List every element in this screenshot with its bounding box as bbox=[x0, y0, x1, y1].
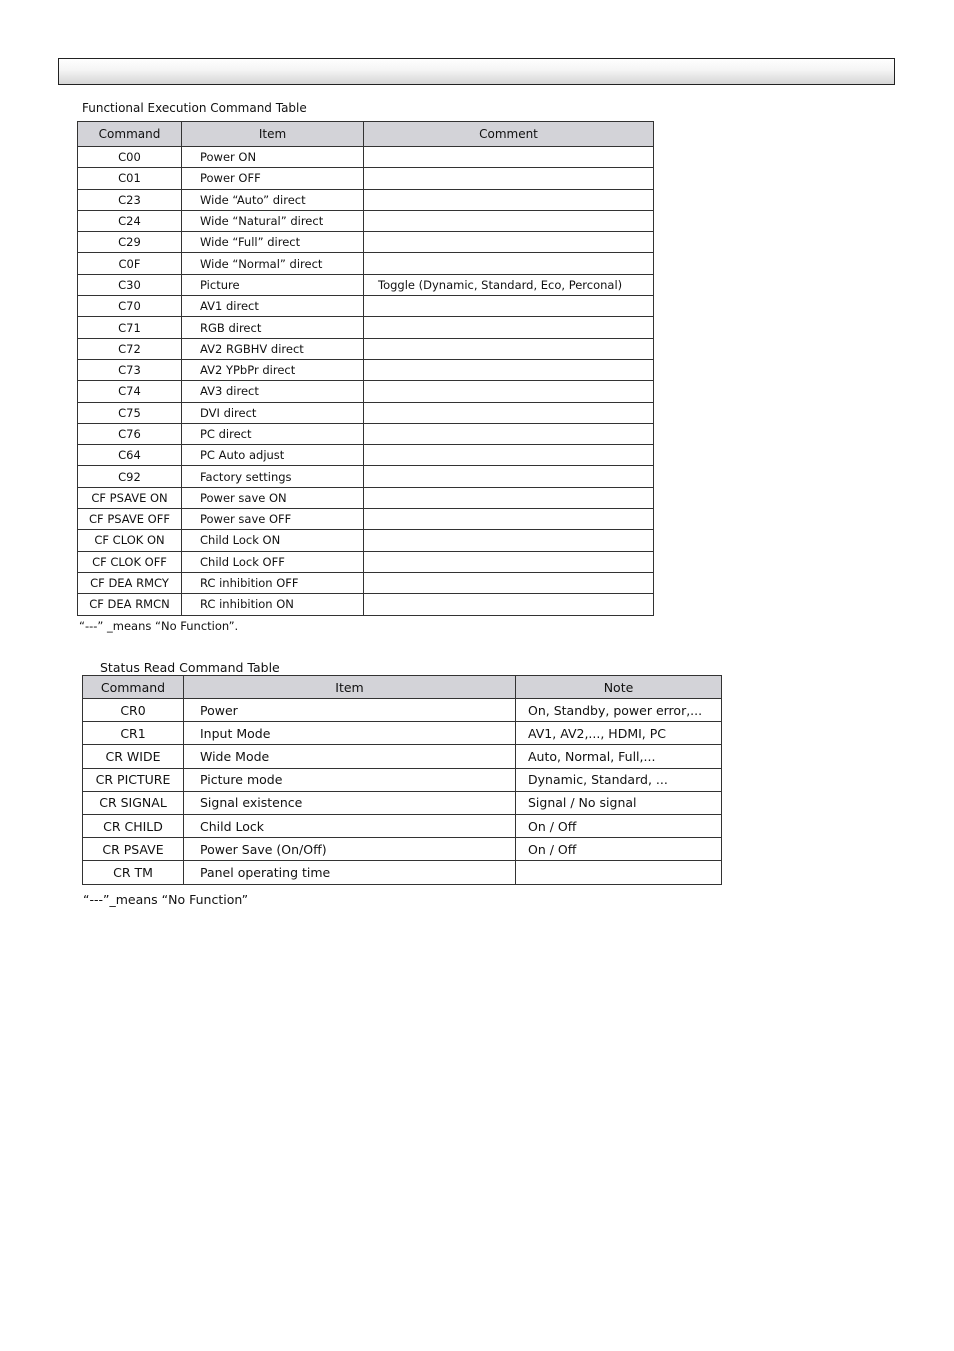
comment-cell bbox=[364, 232, 654, 253]
table-row bbox=[78, 359, 654, 380]
functional-table-footnote: “---” _means “No Function”. bbox=[79, 619, 239, 633]
item-cell: Panel operating time bbox=[184, 861, 516, 884]
table-row bbox=[83, 814, 722, 837]
table-row bbox=[78, 509, 654, 530]
comment-cell: Signal / No signal bbox=[516, 791, 722, 814]
item-cell: PC Auto adjust bbox=[182, 445, 364, 466]
comment-cell bbox=[364, 168, 654, 189]
table-row bbox=[83, 861, 722, 884]
functional-table-body bbox=[78, 147, 654, 616]
comment-cell: Dynamic, Standard, ... bbox=[516, 768, 722, 791]
command-cell: C24 bbox=[78, 210, 182, 231]
command-cell: C72 bbox=[78, 338, 182, 359]
command-cell: C23 bbox=[78, 189, 182, 210]
comment-cell bbox=[364, 402, 654, 423]
command-cell: CF CLOK OFF bbox=[78, 551, 182, 572]
command-cell: CR PICTURE bbox=[83, 768, 184, 791]
comment-cell bbox=[364, 551, 654, 572]
table-row bbox=[78, 317, 654, 338]
table-row bbox=[78, 466, 654, 487]
item-cell: Power Save (On/Off) bbox=[184, 838, 516, 861]
column-header-item: Item bbox=[182, 122, 364, 147]
item-cell: Picture mode bbox=[184, 768, 516, 791]
command-cell: CF DEA RMCN bbox=[78, 594, 182, 615]
comment-cell bbox=[364, 253, 654, 274]
command-cell: C29 bbox=[78, 232, 182, 253]
item-cell: Picture bbox=[182, 274, 364, 295]
item-cell: AV1 direct bbox=[182, 296, 364, 317]
table-row bbox=[78, 445, 654, 466]
section-header-bar bbox=[58, 58, 895, 85]
comment-cell bbox=[364, 530, 654, 551]
command-cell: C00 bbox=[78, 147, 182, 168]
table-row bbox=[83, 838, 722, 861]
table-row bbox=[78, 594, 654, 615]
table-header-row bbox=[83, 676, 722, 699]
table-row bbox=[83, 745, 722, 768]
table-row bbox=[78, 296, 654, 317]
item-cell: Input Mode bbox=[184, 722, 516, 745]
item-cell: Child Lock ON bbox=[182, 530, 364, 551]
item-cell: Power bbox=[184, 699, 516, 722]
item-cell: RC inhibition OFF bbox=[182, 572, 364, 593]
item-cell: RC inhibition ON bbox=[182, 594, 364, 615]
table-row bbox=[83, 791, 722, 814]
command-cell: C64 bbox=[78, 445, 182, 466]
item-cell: AV2 RGBHV direct bbox=[182, 338, 364, 359]
item-cell: Child Lock bbox=[184, 814, 516, 837]
table-row bbox=[78, 210, 654, 231]
item-cell: AV2 YPbPr direct bbox=[182, 359, 364, 380]
status-table-caption: Status Read Command Table bbox=[100, 660, 280, 675]
command-cell: CR CHILD bbox=[83, 814, 184, 837]
comment-cell bbox=[364, 296, 654, 317]
command-cell: CR0 bbox=[83, 699, 184, 722]
comment-cell bbox=[364, 189, 654, 210]
item-cell: Power ON bbox=[182, 147, 364, 168]
column-header-command: Command bbox=[83, 676, 184, 699]
table-row bbox=[78, 338, 654, 359]
command-cell: CF PSAVE OFF bbox=[78, 509, 182, 530]
command-cell: C30 bbox=[78, 274, 182, 295]
table-row bbox=[78, 189, 654, 210]
comment-cell bbox=[364, 423, 654, 444]
table-row bbox=[83, 768, 722, 791]
item-cell: PC direct bbox=[182, 423, 364, 444]
table-row bbox=[83, 699, 722, 722]
item-cell: Wide “Natural” direct bbox=[182, 210, 364, 231]
functional-table-caption: Functional Execution Command Table bbox=[82, 101, 307, 115]
item-cell: Power save ON bbox=[182, 487, 364, 508]
table-row bbox=[78, 274, 654, 295]
status-table-footnote: “---”_means “No Function” bbox=[83, 892, 249, 907]
comment-cell: Toggle (Dynamic, Standard, Eco, Perconal) bbox=[364, 274, 654, 295]
command-cell: C71 bbox=[78, 317, 182, 338]
table-row bbox=[78, 232, 654, 253]
command-cell: CR TM bbox=[83, 861, 184, 884]
comment-cell: AV1, AV2,..., HDMI, PC bbox=[516, 722, 722, 745]
command-cell: C01 bbox=[78, 168, 182, 189]
table-row bbox=[78, 168, 654, 189]
item-cell: Power OFF bbox=[182, 168, 364, 189]
item-cell: Wide Mode bbox=[184, 745, 516, 768]
status-read-command-table bbox=[82, 675, 722, 885]
column-header-command: Command bbox=[78, 122, 182, 147]
comment-cell bbox=[364, 445, 654, 466]
command-cell: C73 bbox=[78, 359, 182, 380]
table-header-row bbox=[78, 122, 654, 147]
status-table-body bbox=[83, 699, 722, 885]
command-cell: CF DEA RMCY bbox=[78, 572, 182, 593]
command-cell: CR WIDE bbox=[83, 745, 184, 768]
comment-cell bbox=[364, 572, 654, 593]
column-header-item: Item bbox=[184, 676, 516, 699]
table-row bbox=[78, 402, 654, 423]
comment-cell bbox=[364, 147, 654, 168]
item-cell: Wide “Normal” direct bbox=[182, 253, 364, 274]
item-cell: Wide “Full” direct bbox=[182, 232, 364, 253]
command-cell: CR SIGNAL bbox=[83, 791, 184, 814]
command-cell: CR1 bbox=[83, 722, 184, 745]
comment-cell: On / Off bbox=[516, 814, 722, 837]
comment-cell bbox=[516, 861, 722, 884]
comment-cell bbox=[364, 466, 654, 487]
command-cell: C70 bbox=[78, 296, 182, 317]
comment-cell: On, Standby, power error,... bbox=[516, 699, 722, 722]
column-header-note: Note bbox=[516, 676, 722, 699]
table-row bbox=[83, 722, 722, 745]
item-cell: Factory settings bbox=[182, 466, 364, 487]
comment-cell bbox=[364, 338, 654, 359]
table-row bbox=[78, 487, 654, 508]
comment-cell bbox=[364, 487, 654, 508]
item-cell: AV3 direct bbox=[182, 381, 364, 402]
command-cell: C0F bbox=[78, 253, 182, 274]
column-header-comment: Comment bbox=[364, 122, 654, 147]
table-row bbox=[78, 253, 654, 274]
command-cell: CR PSAVE bbox=[83, 838, 184, 861]
comment-cell bbox=[364, 317, 654, 338]
table-row bbox=[78, 423, 654, 444]
comment-cell: On / Off bbox=[516, 838, 722, 861]
table-row bbox=[78, 551, 654, 572]
comment-cell: Auto, Normal, Full,... bbox=[516, 745, 722, 768]
comment-cell bbox=[364, 594, 654, 615]
command-cell: C74 bbox=[78, 381, 182, 402]
comment-cell bbox=[364, 381, 654, 402]
comment-cell bbox=[364, 210, 654, 231]
table-row bbox=[78, 147, 654, 168]
command-cell: CF PSAVE ON bbox=[78, 487, 182, 508]
comment-cell bbox=[364, 509, 654, 530]
item-cell: Child Lock OFF bbox=[182, 551, 364, 572]
functional-execution-command-table bbox=[77, 121, 654, 616]
command-cell: CF CLOK ON bbox=[78, 530, 182, 551]
item-cell: Signal existence bbox=[184, 791, 516, 814]
item-cell: RGB direct bbox=[182, 317, 364, 338]
command-cell: C75 bbox=[78, 402, 182, 423]
item-cell: Power save OFF bbox=[182, 509, 364, 530]
table-row bbox=[78, 381, 654, 402]
table-row bbox=[78, 530, 654, 551]
item-cell: Wide “Auto” direct bbox=[182, 189, 364, 210]
command-cell: C92 bbox=[78, 466, 182, 487]
item-cell: DVI direct bbox=[182, 402, 364, 423]
comment-cell bbox=[364, 359, 654, 380]
table-row bbox=[78, 572, 654, 593]
command-cell: C76 bbox=[78, 423, 182, 444]
